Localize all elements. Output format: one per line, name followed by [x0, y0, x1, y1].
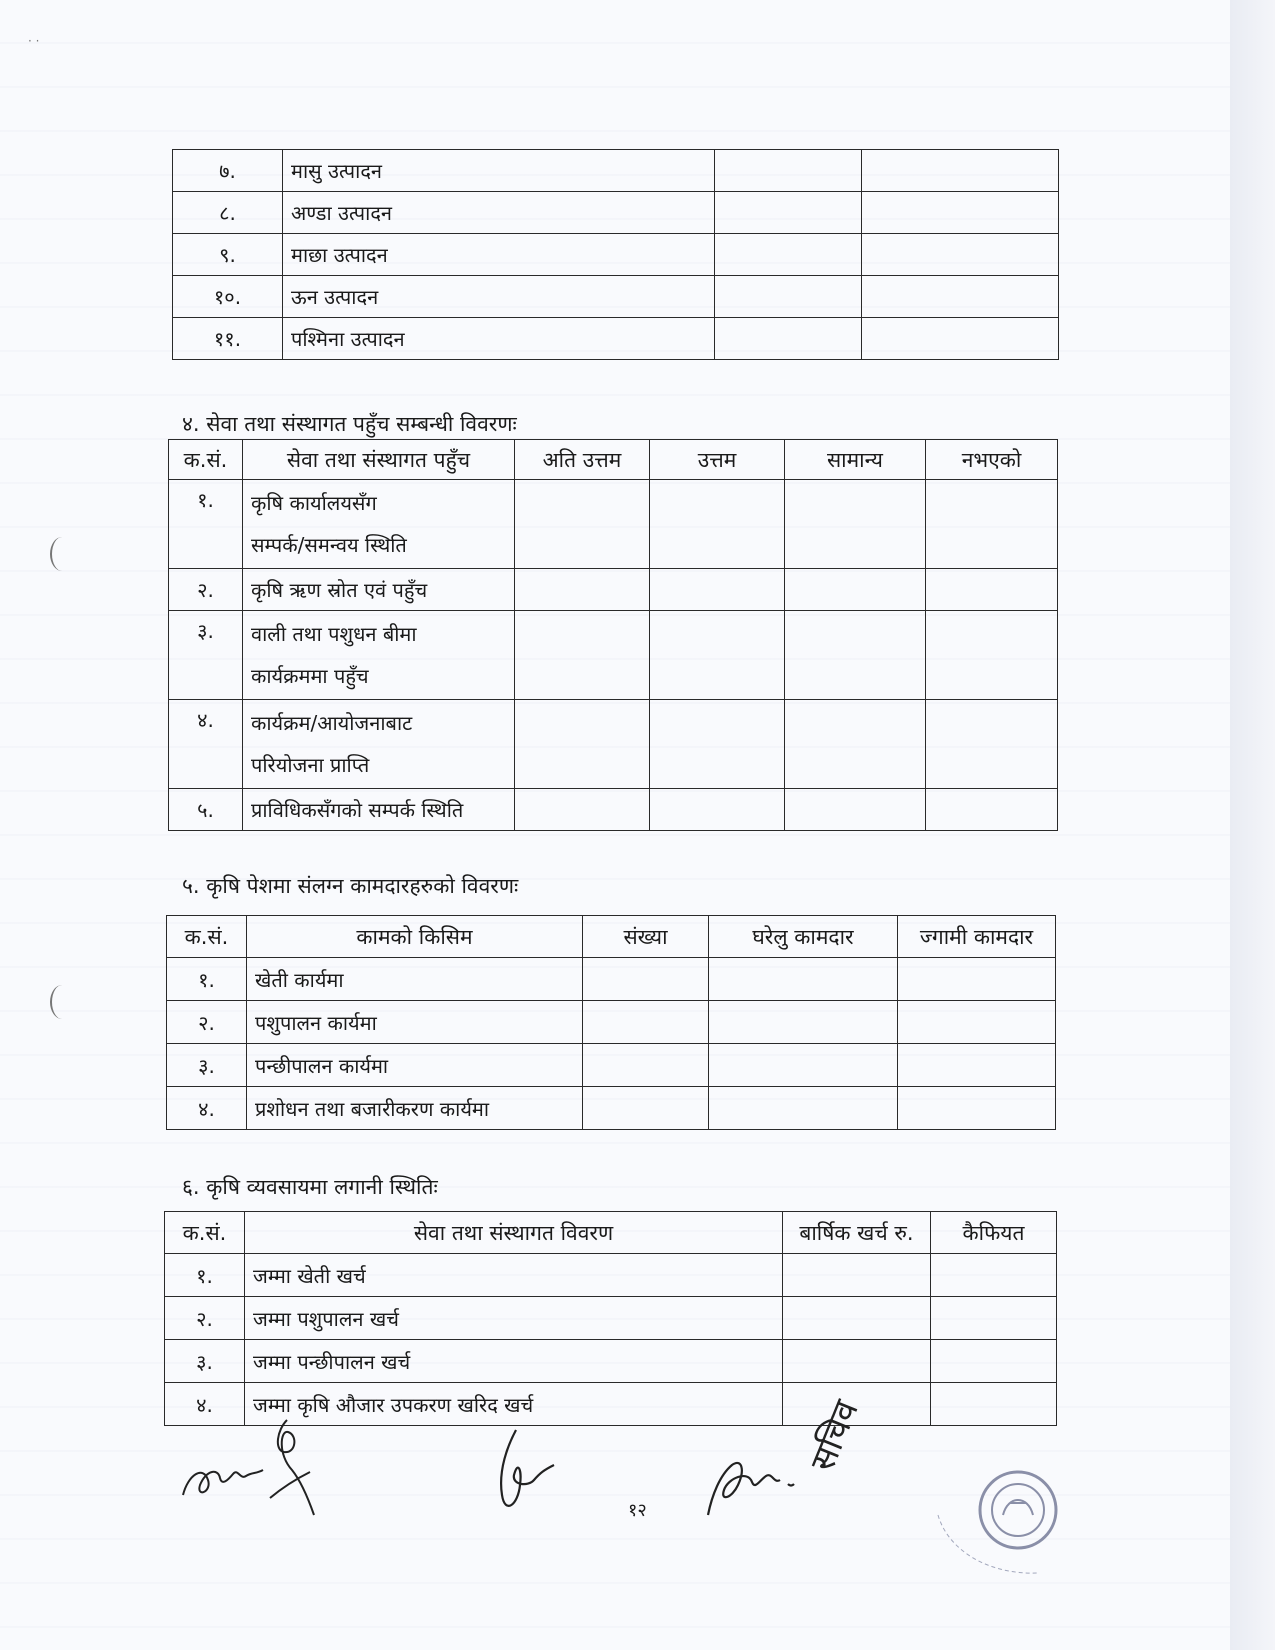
header-serial: क.सं. — [169, 440, 243, 480]
table-row — [169, 480, 1058, 569]
service-cell: प्राविधिकसँगको सम्पर्क स्थिति — [243, 789, 515, 831]
service-cell: कृषि ऋण स्रोत एवं पहुँच — [243, 569, 515, 611]
serial-cell: २. — [167, 1001, 247, 1044]
header-service: सेवा तथा संस्थागत पहुँच — [243, 440, 515, 480]
table-row — [173, 234, 1059, 276]
service-line: कार्यक्रम/आयोजनाबाट — [251, 711, 413, 735]
serial-cell: ११. — [173, 318, 283, 360]
table-header-row — [167, 916, 1056, 958]
service-line: वाली तथा पशुधन बीमा — [251, 622, 417, 646]
blank-cell — [515, 611, 650, 700]
table-row — [173, 318, 1059, 360]
item-cell: ऊन उत्पादन — [283, 276, 715, 318]
blank-cell — [931, 1297, 1057, 1340]
blank-cell — [926, 611, 1058, 700]
serial-cell: १. — [165, 1254, 245, 1297]
blank-cell — [862, 234, 1059, 276]
table-row — [173, 276, 1059, 318]
blank-cell — [583, 958, 709, 1001]
header-annual-expense: बार्षिक खर्च रु. — [783, 1212, 931, 1254]
table-row — [169, 611, 1058, 700]
blank-cell — [862, 192, 1059, 234]
description-cell: जम्मा पशुपालन खर्च — [245, 1297, 783, 1340]
blank-cell — [583, 1087, 709, 1130]
blank-cell — [783, 1340, 931, 1383]
header-average: सामान्य — [785, 440, 926, 480]
table-row — [169, 789, 1058, 831]
section6-heading: ६. कृषि व्यवसायमा लगानी स्थितिः — [182, 1175, 438, 1199]
blank-cell — [515, 789, 650, 831]
blank-cell — [898, 958, 1056, 1001]
serial-cell: ७. — [173, 150, 283, 192]
service-cell — [243, 480, 515, 569]
header-work-type: कामको किसिम — [247, 916, 583, 958]
work-type-cell: प्रशोधन तथा बजारीकरण कार्यमा — [247, 1087, 583, 1130]
blank-cell — [785, 480, 926, 569]
serial-cell: ३. — [169, 611, 243, 700]
description-cell: जम्मा पन्छीपालन खर्च — [245, 1340, 783, 1383]
blank-cell — [898, 1044, 1056, 1087]
blank-cell — [783, 1254, 931, 1297]
description-cell: जम्मा कृषि औजार उपकरण खरिद खर्च — [245, 1383, 783, 1426]
table-row — [167, 1044, 1056, 1087]
blank-cell — [715, 318, 862, 360]
header-none: नभएको — [926, 440, 1058, 480]
blank-cell — [715, 150, 862, 192]
service-line: कार्यक्रममा पहुँच — [251, 664, 369, 688]
scan-page-edge — [1230, 0, 1275, 1650]
blank-cell — [583, 1044, 709, 1087]
table-row — [167, 958, 1056, 1001]
blank-cell — [709, 958, 898, 1001]
workers-table — [166, 915, 1056, 1130]
header-serial: क.सं. — [167, 916, 247, 958]
header-excellent: अति उत्तम — [515, 440, 650, 480]
signature-word: सचिव — [802, 1394, 867, 1477]
service-cell — [243, 700, 515, 789]
serial-cell: १. — [169, 480, 243, 569]
blank-cell — [926, 789, 1058, 831]
page-number: १२ — [628, 1500, 647, 1521]
service-access-table — [168, 439, 1058, 831]
blank-cell — [785, 789, 926, 831]
serial-cell: २. — [169, 569, 243, 611]
section4-heading: ४. सेवा तथा संस्थागत पहुँच सम्बन्धी विवरणः — [182, 412, 517, 436]
blank-cell — [785, 611, 926, 700]
table-row — [173, 192, 1059, 234]
table-row — [167, 1001, 1056, 1044]
blank-cell — [862, 150, 1059, 192]
blank-cell — [515, 700, 650, 789]
service-line: कृषि कार्यालयसँग — [251, 491, 377, 515]
table-row — [169, 569, 1058, 611]
serial-cell: २. — [165, 1297, 245, 1340]
section5-heading: ५. कृषि पेशमा संलग्न कामदारहरुको विवरणः — [182, 874, 519, 898]
blank-cell — [931, 1340, 1057, 1383]
header-domestic-workers: घरेलु कामदार — [709, 916, 898, 958]
header-serial: क.सं. — [165, 1212, 245, 1254]
item-cell: अण्डा उत्पादन — [283, 192, 715, 234]
work-type-cell: खेती कार्यमा — [247, 958, 583, 1001]
header-remarks: कैफियत — [931, 1212, 1057, 1254]
table-header-row — [165, 1212, 1057, 1254]
service-line: परियोजना प्राप्ति — [251, 753, 370, 777]
blank-cell — [931, 1254, 1057, 1297]
blank-cell — [898, 1087, 1056, 1130]
table-row — [165, 1254, 1057, 1297]
punch-hole-mark — [50, 985, 74, 1019]
scan-mark: · · — [28, 34, 40, 48]
table-row — [165, 1297, 1057, 1340]
blank-cell — [862, 276, 1059, 318]
blank-cell — [650, 569, 785, 611]
blank-cell — [709, 1001, 898, 1044]
item-cell: पश्मिना उत्पादन — [283, 318, 715, 360]
blank-cell — [926, 700, 1058, 789]
blank-cell — [515, 480, 650, 569]
serial-cell: ५. — [169, 789, 243, 831]
header-count: संख्या — [583, 916, 709, 958]
blank-cell — [926, 569, 1058, 611]
serial-cell: १०. — [173, 276, 283, 318]
table-header-row — [169, 440, 1058, 480]
serial-cell: १. — [167, 958, 247, 1001]
blank-cell — [650, 480, 785, 569]
blank-cell — [785, 700, 926, 789]
work-type-cell: पशुपालन कार्यमा — [247, 1001, 583, 1044]
serial-cell: ३. — [165, 1340, 245, 1383]
serial-cell: ४. — [165, 1383, 245, 1426]
office-stamp — [928, 1455, 1078, 1585]
investment-table — [164, 1211, 1057, 1426]
serial-cell: ९. — [173, 234, 283, 276]
blank-cell — [709, 1044, 898, 1087]
table-row — [165, 1340, 1057, 1383]
service-cell — [243, 611, 515, 700]
table-row — [169, 700, 1058, 789]
serial-cell: ४. — [169, 700, 243, 789]
blank-cell — [715, 276, 862, 318]
punch-hole-mark — [50, 537, 74, 571]
blank-cell — [715, 192, 862, 234]
blank-cell — [926, 480, 1058, 569]
serial-cell: ३. — [167, 1044, 247, 1087]
item-cell: मासु उत्पादन — [283, 150, 715, 192]
blank-cell — [715, 234, 862, 276]
table-row — [173, 150, 1059, 192]
signature-4 — [700, 1440, 810, 1520]
blank-cell — [785, 569, 926, 611]
production-table — [172, 149, 1059, 360]
header-migrant-workers: ज्गामी कामदार — [898, 916, 1056, 958]
blank-cell — [650, 611, 785, 700]
blank-cell — [515, 569, 650, 611]
header-description: सेवा तथा संस्थागत विवरण — [245, 1212, 783, 1254]
blank-cell — [783, 1297, 931, 1340]
blank-cell — [862, 318, 1059, 360]
blank-cell — [583, 1001, 709, 1044]
item-cell: माछा उत्पादन — [283, 234, 715, 276]
blank-cell — [931, 1383, 1057, 1426]
serial-cell: ४. — [167, 1087, 247, 1130]
blank-cell — [650, 789, 785, 831]
header-good: उत्तम — [650, 440, 785, 480]
table-row — [167, 1087, 1056, 1130]
serial-cell: ८. — [173, 192, 283, 234]
blank-cell — [650, 700, 785, 789]
work-type-cell: पन्छीपालन कार्यमा — [247, 1044, 583, 1087]
signature-3 — [488, 1425, 558, 1520]
blank-cell — [709, 1087, 898, 1130]
blank-cell — [898, 1001, 1056, 1044]
service-line: सम्पर्क/समन्वय स्थिति — [251, 533, 407, 557]
signature-1 — [178, 1440, 268, 1510]
description-cell: जम्मा खेती खर्च — [245, 1254, 783, 1297]
signature-2 — [262, 1410, 322, 1520]
